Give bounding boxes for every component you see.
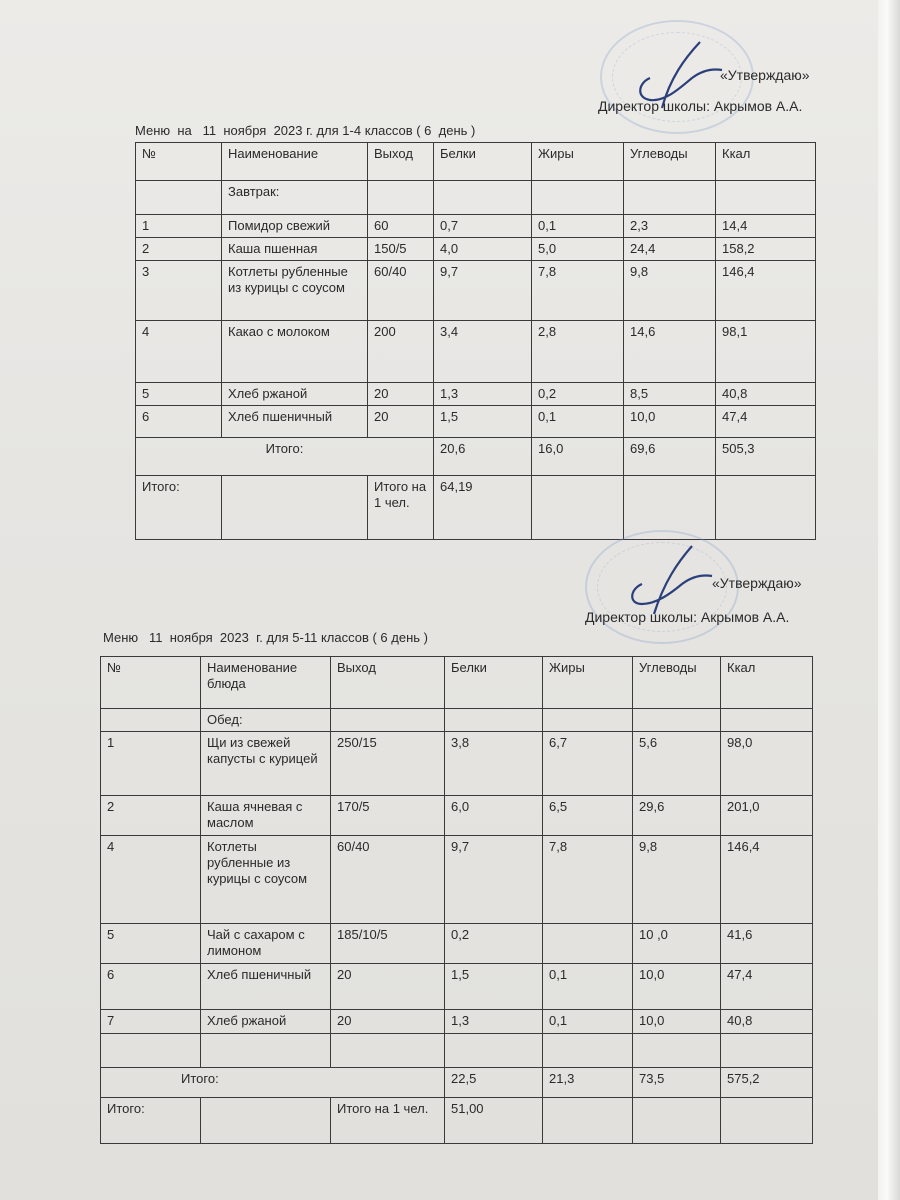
cell-carbs: 10,0	[624, 406, 716, 438]
total-label: Итого:	[136, 476, 222, 540]
subtotal-carbs: 69,6	[624, 438, 716, 476]
cell-kcal: 146,4	[721, 836, 813, 924]
cell-kcal: 40,8	[721, 1010, 813, 1034]
menu-caption-1: Меню на 11 ноября 2023 г. для 1-4 классов ( 6 день )	[135, 123, 476, 138]
subtotal-row	[136, 438, 816, 476]
cell-number: 5	[136, 383, 222, 406]
cell-dish: Котлеты рубленные из курицы с соусом	[201, 836, 331, 924]
cell-fat: 6,5	[543, 796, 633, 836]
cell-fat: 7,8	[543, 836, 633, 924]
cell-protein: 1,5	[445, 964, 543, 1010]
subtotal-fat: 16,0	[532, 438, 624, 476]
cell-number: 6	[101, 964, 201, 1010]
cell-carbs: 24,4	[624, 238, 716, 261]
cell-output: 20	[331, 1010, 445, 1034]
total-per-person-label: Итого на 1 чел.	[331, 1098, 445, 1144]
total-per-person-value: 51,00	[445, 1098, 543, 1144]
cell-kcal: 146,4	[716, 261, 816, 321]
cell-number: 1	[101, 732, 201, 796]
approval-label-1: «Утверждаю»	[720, 67, 810, 83]
table-row	[136, 215, 816, 238]
cell-kcal: 201,0	[721, 796, 813, 836]
cell-kcal: 14,4	[716, 215, 816, 238]
director-line-2: Директор школы: Акрымов А.А.	[585, 609, 790, 625]
cell-number: 4	[101, 836, 201, 924]
cell-protein: 1,3	[434, 383, 532, 406]
cell-kcal: 158,2	[716, 238, 816, 261]
cell-output: 170/5	[331, 796, 445, 836]
subtotal-label: Итого:	[136, 438, 434, 476]
section-label: Завтрак:	[222, 181, 368, 215]
page-edge	[878, 0, 900, 1200]
cell-protein: 9,7	[445, 836, 543, 924]
cell-fat: 6,7	[543, 732, 633, 796]
col-header-protein: Белки	[445, 657, 543, 709]
cell-fat: 5,0	[532, 238, 624, 261]
table-row	[136, 261, 816, 321]
cell-protein: 4,0	[434, 238, 532, 261]
cell-number: 6	[136, 406, 222, 438]
director-line-1: Директор школы: Акрымов А.А.	[598, 98, 803, 114]
table-row	[136, 383, 816, 406]
cell-dish: Хлеб пшеничный	[201, 964, 331, 1010]
cell-protein: 6,0	[445, 796, 543, 836]
cell-dish: Какао с молоком	[222, 321, 368, 383]
table-row	[136, 406, 816, 438]
col-header-output: Выход	[368, 143, 434, 181]
col-header-protein: Белки	[434, 143, 532, 181]
table-row	[101, 836, 813, 924]
cell-dish: Котлеты рубленные из курицы с соусом	[222, 261, 368, 321]
cell-carbs: 9,8	[633, 836, 721, 924]
cell-dish: Каша ячневая с маслом	[201, 796, 331, 836]
header-row	[136, 143, 816, 181]
cell-dish: Щи из свежей капусты с курицей	[201, 732, 331, 796]
table-row	[136, 238, 816, 261]
cell-fat: 0,1	[543, 1010, 633, 1034]
col-header-kcal: Ккал	[716, 143, 816, 181]
cell-output: 60/40	[331, 836, 445, 924]
cell-kcal: 98,0	[721, 732, 813, 796]
cell-number: 2	[101, 796, 201, 836]
cell-dish: Чай с сахаром с лимоном	[201, 924, 331, 964]
approval-label-2: «Утверждаю»	[712, 575, 802, 591]
cell-fat: 0,1	[543, 964, 633, 1010]
cell-output: 185/10/5	[331, 924, 445, 964]
cell-dish: Помидор свежий	[222, 215, 368, 238]
cell-kcal: 40,8	[716, 383, 816, 406]
total-label: Итого:	[101, 1098, 201, 1144]
header-row	[101, 657, 813, 709]
cell-output: 20	[331, 964, 445, 1010]
cell-protein: 1,3	[445, 1010, 543, 1034]
cell-protein: 1,5	[434, 406, 532, 438]
cell-fat: 7,8	[532, 261, 624, 321]
cell-number: 3	[136, 261, 222, 321]
table-row	[136, 321, 816, 383]
cell-number: 2	[136, 238, 222, 261]
table-row	[101, 964, 813, 1010]
cell-dish: Хлеб ржаной	[222, 383, 368, 406]
col-header-number: №	[136, 143, 222, 181]
cell-output: 20	[368, 383, 434, 406]
col-header-fat: Жиры	[543, 657, 633, 709]
cell-carbs: 2,3	[624, 215, 716, 238]
col-header-name: Наименование	[222, 143, 368, 181]
cell-fat: 0,1	[532, 406, 624, 438]
cell-fat: 2,8	[532, 321, 624, 383]
cell-output: 60	[368, 215, 434, 238]
cell-protein: 9,7	[434, 261, 532, 321]
col-header-carbs: Углеводы	[624, 143, 716, 181]
col-header-output: Выход	[331, 657, 445, 709]
table-row	[101, 796, 813, 836]
cell-dish: Каша пшенная	[222, 238, 368, 261]
cell-fat: 0,1	[532, 215, 624, 238]
menu-table-2	[100, 656, 813, 1144]
subtotal-label: Итого:	[101, 1068, 445, 1098]
empty-row	[101, 1034, 813, 1068]
cell-kcal: 41,6	[721, 924, 813, 964]
cell-number: 4	[136, 321, 222, 383]
col-header-number: №	[101, 657, 201, 709]
cell-protein: 3,8	[445, 732, 543, 796]
cell-output: 60/40	[368, 261, 434, 321]
total-row	[101, 1098, 813, 1144]
cell-carbs: 8,5	[624, 383, 716, 406]
subtotal-carbs: 73,5	[633, 1068, 721, 1098]
cell-output: 200	[368, 321, 434, 383]
cell-fat	[543, 924, 633, 964]
section-label: Обед:	[201, 709, 331, 732]
subtotal-protein: 22,5	[445, 1068, 543, 1098]
total-per-person-value: 64,19	[434, 476, 532, 540]
cell-carbs: 5,6	[633, 732, 721, 796]
subtotal-row	[101, 1068, 813, 1098]
col-header-kcal: Ккал	[721, 657, 813, 709]
cell-output: 250/15	[331, 732, 445, 796]
subtotal-protein: 20,6	[434, 438, 532, 476]
section-row	[101, 709, 813, 732]
total-per-person-label: Итого на 1 чел.	[368, 476, 434, 540]
cell-carbs: 14,6	[624, 321, 716, 383]
cell-kcal: 47,4	[721, 964, 813, 1010]
cell-carbs: 10,0	[633, 964, 721, 1010]
cell-kcal: 47,4	[716, 406, 816, 438]
col-header-fat: Жиры	[532, 143, 624, 181]
cell-carbs: 10 ,0	[633, 924, 721, 964]
cell-fat: 0,2	[532, 383, 624, 406]
col-header-name: Наименование блюда	[201, 657, 331, 709]
cell-number: 5	[101, 924, 201, 964]
section-row	[136, 181, 816, 215]
table-row	[101, 732, 813, 796]
cell-output: 150/5	[368, 238, 434, 261]
cell-output: 20	[368, 406, 434, 438]
table-row	[101, 1010, 813, 1034]
cell-number: 7	[101, 1010, 201, 1034]
menu-table-1	[135, 142, 816, 540]
cell-dish: Хлеб ржаной	[201, 1010, 331, 1034]
table-row	[101, 924, 813, 964]
cell-carbs: 29,6	[633, 796, 721, 836]
total-row	[136, 476, 816, 540]
cell-number: 1	[136, 215, 222, 238]
cell-protein: 0,2	[445, 924, 543, 964]
cell-carbs: 10,0	[633, 1010, 721, 1034]
subtotal-kcal: 575,2	[721, 1068, 813, 1098]
subtotal-fat: 21,3	[543, 1068, 633, 1098]
cell-carbs: 9,8	[624, 261, 716, 321]
menu-caption-2: Меню 11 ноября 2023 г. для 5-11 классов ( 6 день )	[103, 630, 428, 645]
cell-dish: Хлеб пшеничный	[222, 406, 368, 438]
cell-kcal: 98,1	[716, 321, 816, 383]
col-header-carbs: Углеводы	[633, 657, 721, 709]
subtotal-kcal: 505,3	[716, 438, 816, 476]
cell-protein: 3,4	[434, 321, 532, 383]
cell-protein: 0,7	[434, 215, 532, 238]
